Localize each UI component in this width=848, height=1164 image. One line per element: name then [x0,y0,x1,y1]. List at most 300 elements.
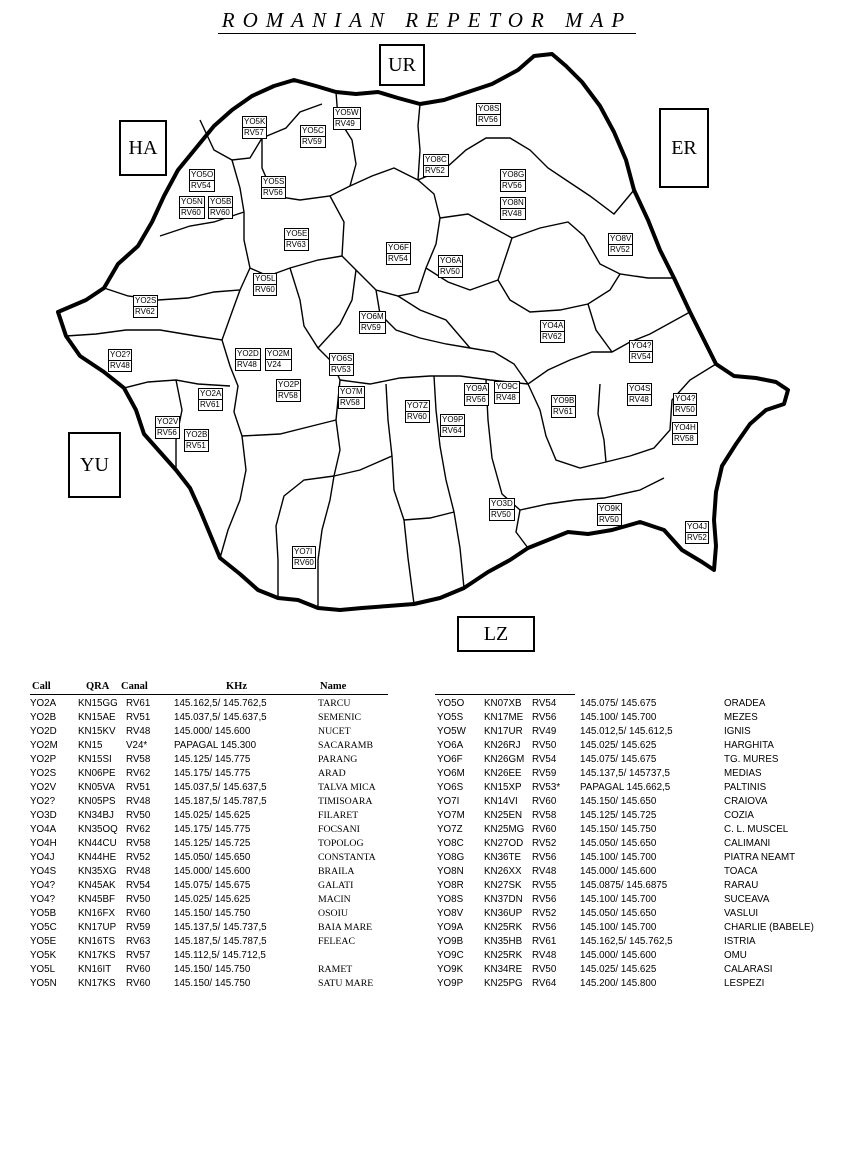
repeater-channel: RV56 [261,187,286,199]
cell-name: BAIA MARE [318,922,373,933]
cell-canal: RV60 [126,908,151,919]
repeater-call: YO9B [553,396,575,405]
repeater-call: YO9A [466,384,488,393]
cell-khz: 145.100/ 145.700 [580,922,657,933]
repeater-label [423,155,449,177]
cell-canal: RV48 [126,796,151,807]
repeater-channel: RV61 [198,399,223,411]
repeater-label [405,401,430,423]
cell-khz: PAPAGAL 145.662,5 [580,782,671,793]
neighbor-lz-label: LZ [483,623,509,645]
repeater-channel: RV50 [438,266,463,278]
cell-khz: 145.175/ 145.775 [174,768,251,779]
repeater-call: YO5W [335,108,359,117]
cell-name: HARGHITA [724,740,774,751]
cell-call: YO8N [437,866,464,877]
cell-khz: 145.000/ 145.600 [174,726,251,737]
repeater-label [265,349,292,371]
repeater-call: YO8N [502,198,524,207]
cell-canal: RV56 [532,712,557,723]
cell-qra: KN35HB [484,936,523,947]
cell-khz: 145.100/ 145.700 [580,894,657,905]
cell-khz: 145.037,5/ 145.637,5 [174,782,267,793]
cell-call: YO5C [30,922,57,933]
repeater-call: YO4H [674,423,696,432]
cell-name: CHARLIE (BABELE) [724,922,814,933]
repeater-call: YO8C [425,155,447,164]
cell-name: BRAILA [318,866,355,877]
cell-name: TARCU [318,698,351,709]
cell-qra: KN34BJ [78,810,114,821]
cell-canal: RV58 [532,810,557,821]
repeater-channel: RV59 [300,136,326,148]
repeater-call: YO9P [442,415,464,424]
cell-name: MEZES [724,712,758,723]
repeater-call: YO5K [244,117,266,126]
cell-khz: 145.075/ 145.675 [580,698,657,709]
cell-qra: KN06PE [78,768,116,779]
cell-name: PIATRA NEAMT [724,852,796,863]
cell-qra: KN44CU [78,838,117,849]
cell-qra: KN45AK [78,880,116,891]
cell-name: GALATI [318,880,354,891]
repeater-label [386,243,411,265]
cell-khz: 145.200/ 145.800 [580,978,657,989]
cell-call: YO2? [30,796,56,807]
cell-qra: KN26RJ [484,740,521,751]
cell-khz: 145.037,5/ 145.637,5 [174,712,267,723]
repeater-channel: RV56 [464,394,489,406]
cell-call: YO5S [437,712,464,723]
repeater-channel: RV54 [189,180,215,192]
cell-canal: RV60 [532,796,557,807]
cell-khz: 145.012,5/ 145.612,5 [580,726,673,737]
cell-qra: KN25RK [484,922,523,933]
repeater-label [464,384,489,406]
cell-name: MEDIAS [724,768,762,779]
cell-qra: KN26EE [484,768,522,779]
romania-border [58,54,788,610]
repeater-label [359,312,386,334]
repeater-channel: RV60 [179,207,205,219]
cell-call: YO2M [30,740,58,751]
cell-call: YO8C [437,838,464,849]
cell-call: YO5K [30,950,57,961]
cell-canal: RV60 [126,964,151,975]
neighbor-ha-label: HA [128,137,158,159]
repeater-label [189,170,215,192]
repeater-channel: RV56 [500,180,526,192]
cell-khz: 145.100/ 145.700 [580,852,657,863]
cell-call: YO5W [437,726,466,737]
cell-canal: V24* [126,740,148,751]
cell-qra: KN16IT [78,964,112,975]
cell-call: YO3D [30,810,57,821]
repeater-call: YO2B [186,430,208,439]
repeater-channel: RV48 [494,392,520,404]
cell-call: YO6M [437,768,465,779]
cell-name: OSOIU [318,908,348,919]
right-table-rule [435,694,575,695]
cell-name: CALARASI [724,964,773,975]
cell-canal: RV50 [126,894,151,905]
cell-canal: RV48 [126,866,151,877]
repeater-label [685,522,709,544]
cell-canal: RV54 [532,754,557,765]
repeater-label [108,350,132,372]
cell-khz: 145.050/ 145.650 [580,838,657,849]
cell-qra: KN27SK [484,880,522,891]
repeater-channel: RV60 [294,558,314,567]
cell-call: YO9C [437,950,464,961]
repeater-label [440,415,465,437]
repeater-label [500,198,526,220]
neighbor-er-label: ER [671,137,697,159]
repeater-call: YO6M [361,312,384,321]
cell-canal: RV51 [126,712,151,723]
cell-qra: KN17KS [78,950,116,961]
cell-canal: RV62 [126,768,151,779]
repeater-channel: RV52 [423,165,449,177]
header-canal: Canal [121,681,148,692]
cell-canal: RV54 [532,698,557,709]
repeater-channel: RV56 [155,427,180,439]
cell-call: YO2A [30,698,57,709]
cell-khz: 145.025/ 145.625 [580,740,657,751]
cell-khz: 145.187,5/ 145.787,5 [174,796,267,807]
repeater-label [198,389,223,411]
cell-call: YO4J [30,852,55,863]
cell-call: YO2B [30,712,57,723]
cell-name: FILARET [318,810,359,821]
cell-call: YO5N [30,978,57,989]
cell-call: YO7Z [437,824,463,835]
cell-call: YO4? [30,880,56,891]
repeater-channel: RV54 [629,351,653,363]
repeater-call: YO5O [191,170,214,179]
cell-qra: KN17UR [484,726,523,737]
cell-khz: PAPAGAL 145.300 [174,740,257,751]
repeater-call: YO7M [340,387,363,396]
cell-name: CALIMANI [724,838,771,849]
repeater-label [489,499,515,521]
cell-canal: RV61 [532,936,557,947]
cell-call: YO4H [30,838,57,849]
repeater-channel: RV64 [440,425,465,437]
repeater-call: YO4A [542,321,564,330]
cell-canal: RV48 [126,726,151,737]
cell-qra: KN37DN [484,894,523,905]
cell-qra: KN36TE [484,852,522,863]
cell-name: SATU MARE [318,978,374,989]
repeater-call: YO5N [181,197,203,206]
cell-qra: KN44HE [78,852,117,863]
repeater-call: YO5C [302,126,324,135]
repeater-call: YO5E [286,229,308,238]
cell-qra: KN14VI [484,796,518,807]
cell-khz: 145.125/ 145.725 [580,810,657,821]
cell-name: RARAU [724,880,759,891]
cell-name: SACARAMB [318,740,373,751]
cell-name: TOACA [724,866,758,877]
repeater-channel: RV59 [359,322,386,334]
cell-khz: 145.000/ 145.600 [580,866,657,877]
repeater-channel: RV56 [476,114,501,126]
cell-qra: KN25EN [484,810,523,821]
header-name: Name [320,681,347,692]
repeater-channel: RV60 [208,207,233,219]
neighbor-ur-label: UR [388,54,416,76]
repeater-label [608,234,633,256]
cell-canal: RV58 [126,754,151,765]
repeater-call: YO9K [599,504,621,513]
repeater-channel: RV58 [276,390,301,402]
cell-canal: RV50 [532,740,557,751]
cell-canal: RV58 [126,838,151,849]
cell-qra: KN36UP [484,908,523,919]
repeater-channel: RV57 [242,127,267,139]
cell-canal: RV56 [532,852,557,863]
cell-call: YO6A [437,740,464,751]
cell-qra: KN17KS [78,978,116,989]
cell-name: SEMENIC [318,712,362,723]
repeater-call: YO2M [267,349,290,358]
cell-name: PARANG [318,754,358,765]
cell-canal: RV49 [532,726,557,737]
cell-call: YO2D [30,726,57,737]
repeater-call: YO5S [263,177,285,186]
cell-call: YO2S [30,768,57,779]
cell-call: YO9P [437,978,464,989]
cell-qra: KN15XP [484,782,522,793]
cell-khz: 145.175/ 145.775 [174,824,251,835]
cell-canal: RV62 [126,824,151,835]
cell-qra: KN05PS [78,796,116,807]
cell-khz: 145.150/ 145.750 [174,978,251,989]
repeater-label [292,547,316,569]
cell-canal: RV56 [532,922,557,933]
repeater-label [627,384,652,406]
cell-canal: RV59 [532,768,557,779]
cell-khz: 145.000/ 145.600 [174,866,251,877]
repeater-call: YO6S [331,354,353,363]
repeater-label [500,170,526,192]
neighbor-yu-label: YU [80,454,109,476]
cell-canal: RV52 [532,838,557,849]
cell-canal: RV51 [126,782,151,793]
repeater-label [235,349,261,371]
map-title: ROMANIAN REPETOR MAP [218,8,636,34]
repeater-channel: RV60 [253,284,277,296]
cell-canal: RV54 [126,880,151,891]
repeater-label [300,126,326,148]
cell-call: YO5B [30,908,57,919]
repeater-channel: RV48 [627,394,652,406]
cell-qra: KN17UP [78,922,117,933]
cell-name: PALTINIS [724,782,767,793]
cell-khz: 145.162,5/ 145.762,5 [580,936,673,947]
cell-khz: 145.150/ 145.750 [580,824,657,835]
cell-call: YO8R [437,880,464,891]
header-khz: KHz [226,681,247,692]
cell-khz: 145.150/ 145.750 [174,908,251,919]
repeater-label [184,430,209,452]
repeater-call: YO2D [237,349,259,358]
cell-name: C. L. MUSCEL [724,824,789,835]
repeater-label [629,341,653,363]
cell-name: COZIA [724,810,754,821]
repeater-call: YO2? [110,350,131,359]
cell-khz: 145.125/ 145.725 [174,838,251,849]
repeater-call: YO2P [278,380,300,389]
repeater-call: YO2S [135,296,157,305]
repeater-call: YO2A [200,389,222,398]
repeater-channel: RV60 [405,411,430,423]
cell-name: TOPOLOG [318,838,364,849]
repeater-channel: RV62 [133,306,158,318]
cell-canal: RV52 [532,908,557,919]
repeater-label [672,423,698,445]
repeater-label [333,108,361,130]
repeater-label [155,417,180,439]
repeater-label [242,117,267,139]
repeater-label [494,382,520,404]
repeater-call: YO5L [255,274,276,283]
cell-call: YO4S [30,866,57,877]
cell-qra: KN25RK [484,950,523,961]
cell-canal: RV50 [126,810,151,821]
cell-qra: KN25PG [484,978,523,989]
cell-name: FELEAC [318,936,356,947]
cell-name: ARAD [318,768,346,779]
cell-qra: KN26XX [484,866,522,877]
cell-khz: 145.125/ 145.775 [174,754,251,765]
cell-qra: KN26GM [484,754,525,765]
repeater-call: YO6A [440,256,462,265]
cell-call: YO7I [437,796,460,807]
left-table-rule [30,694,388,695]
cell-call: YO5O [437,698,465,709]
cell-canal: RV57 [126,950,151,961]
repeater-call: YO5B [210,197,232,206]
header-qra: QRA [86,681,110,692]
cell-qra: KN15 [78,740,103,751]
cell-call: YO9B [437,936,464,947]
cell-khz: 145.050/ 145.650 [580,908,657,919]
repeater-channel: RV48 [500,208,526,220]
repeater-label [261,177,286,199]
cell-name: OMU [724,950,747,961]
cell-qra: KN35XG [78,866,117,877]
cell-qra: KN35OQ [78,824,118,835]
repeater-call: YO8G [502,170,525,179]
cell-khz: 145.0875/ 145.6875 [580,880,668,891]
cell-canal: RV55 [532,880,557,891]
cell-name: FOCSANI [318,824,360,835]
repeater-label [133,296,158,318]
cell-canal: RV64 [532,978,557,989]
cell-qra: KN16TS [78,936,116,947]
repeater-call: YO6F [388,243,409,252]
repeater-call: YO9C [496,382,518,391]
cell-call: YO7M [437,810,465,821]
cell-call: YO9A [437,922,464,933]
repeater-label [551,396,576,418]
repeater-channel: RV54 [386,253,411,265]
cell-name: CONSTANTA [318,852,376,863]
repeater-label [276,380,301,402]
repeater-channel: RV48 [108,360,132,372]
cell-khz: 145.000/ 145.600 [580,950,657,961]
cell-canal: RV61 [126,698,151,709]
cell-call: YO2P [30,754,57,765]
cell-call: YO2V [30,782,57,793]
repeater-channel: RV50 [597,514,622,526]
cell-khz: 145.075/ 145.675 [174,880,251,891]
repeater-channel: V24 [265,359,292,371]
cell-name: TIMISOARA [318,796,373,807]
cell-khz: 145.137,5/ 145737,5 [580,768,670,779]
repeater-channel: RV58 [338,397,365,409]
cell-khz: 145.187,5/ 145.787,5 [174,936,267,947]
repeater-label [253,274,277,296]
repeater-channel: RV61 [551,406,576,418]
cell-canal: RV52 [126,852,151,863]
cell-call: YO5L [30,964,56,975]
cell-khz: 145.025/ 145.625 [580,964,657,975]
cell-name: IGNIS [724,726,751,737]
cell-khz: 145.025/ 145.625 [174,894,251,905]
cell-canal: RV60 [532,824,557,835]
cell-qra: KN17ME [484,712,524,723]
repeater-call: YO4J [687,522,708,531]
repeater-label [338,387,365,409]
cell-name: SUCEAVA [724,894,770,905]
cell-qra: KN45BF [78,894,116,905]
cell-khz: 145.100/ 145.700 [580,712,657,723]
repeater-label [673,394,697,416]
cell-canal: RV48 [532,866,557,877]
cell-khz: 145.112,5/ 145.712,5 [174,950,266,961]
cell-call: YO4? [30,894,56,905]
repeater-label [597,504,622,526]
cell-name: TALVA MICA [318,782,376,793]
repeater-call: YO4? [675,394,696,403]
repeater-call: YO8S [478,104,500,113]
cell-qra: KN15GG [78,698,118,709]
cell-khz: 145.025/ 145.625 [174,810,251,821]
cell-khz: 145.162,5/ 145.762,5 [174,698,267,709]
cell-call: YO6F [437,754,463,765]
repeater-channel: RV52 [608,244,633,256]
cell-name: VASLUI [724,908,759,919]
cell-canal: RV53* [532,782,561,793]
cell-name: ISTRIA [724,936,756,947]
cell-khz: 145.150/ 145.750 [174,964,251,975]
cell-call: YO4A [30,824,57,835]
repeater-channel: RV49 [333,118,361,130]
cell-name: CRAIOVA [724,796,768,807]
repeater-label [179,197,205,219]
cell-call: YO5E [30,936,57,947]
repeater-call: YO4? [631,341,652,350]
cell-name: MACIN [318,894,351,905]
repeater-label [438,256,463,278]
cell-canal: RV56 [532,894,557,905]
repeater-label [329,354,354,376]
repeater-channel: RV53 [329,364,354,376]
repeater-channel: RV51 [184,440,209,452]
